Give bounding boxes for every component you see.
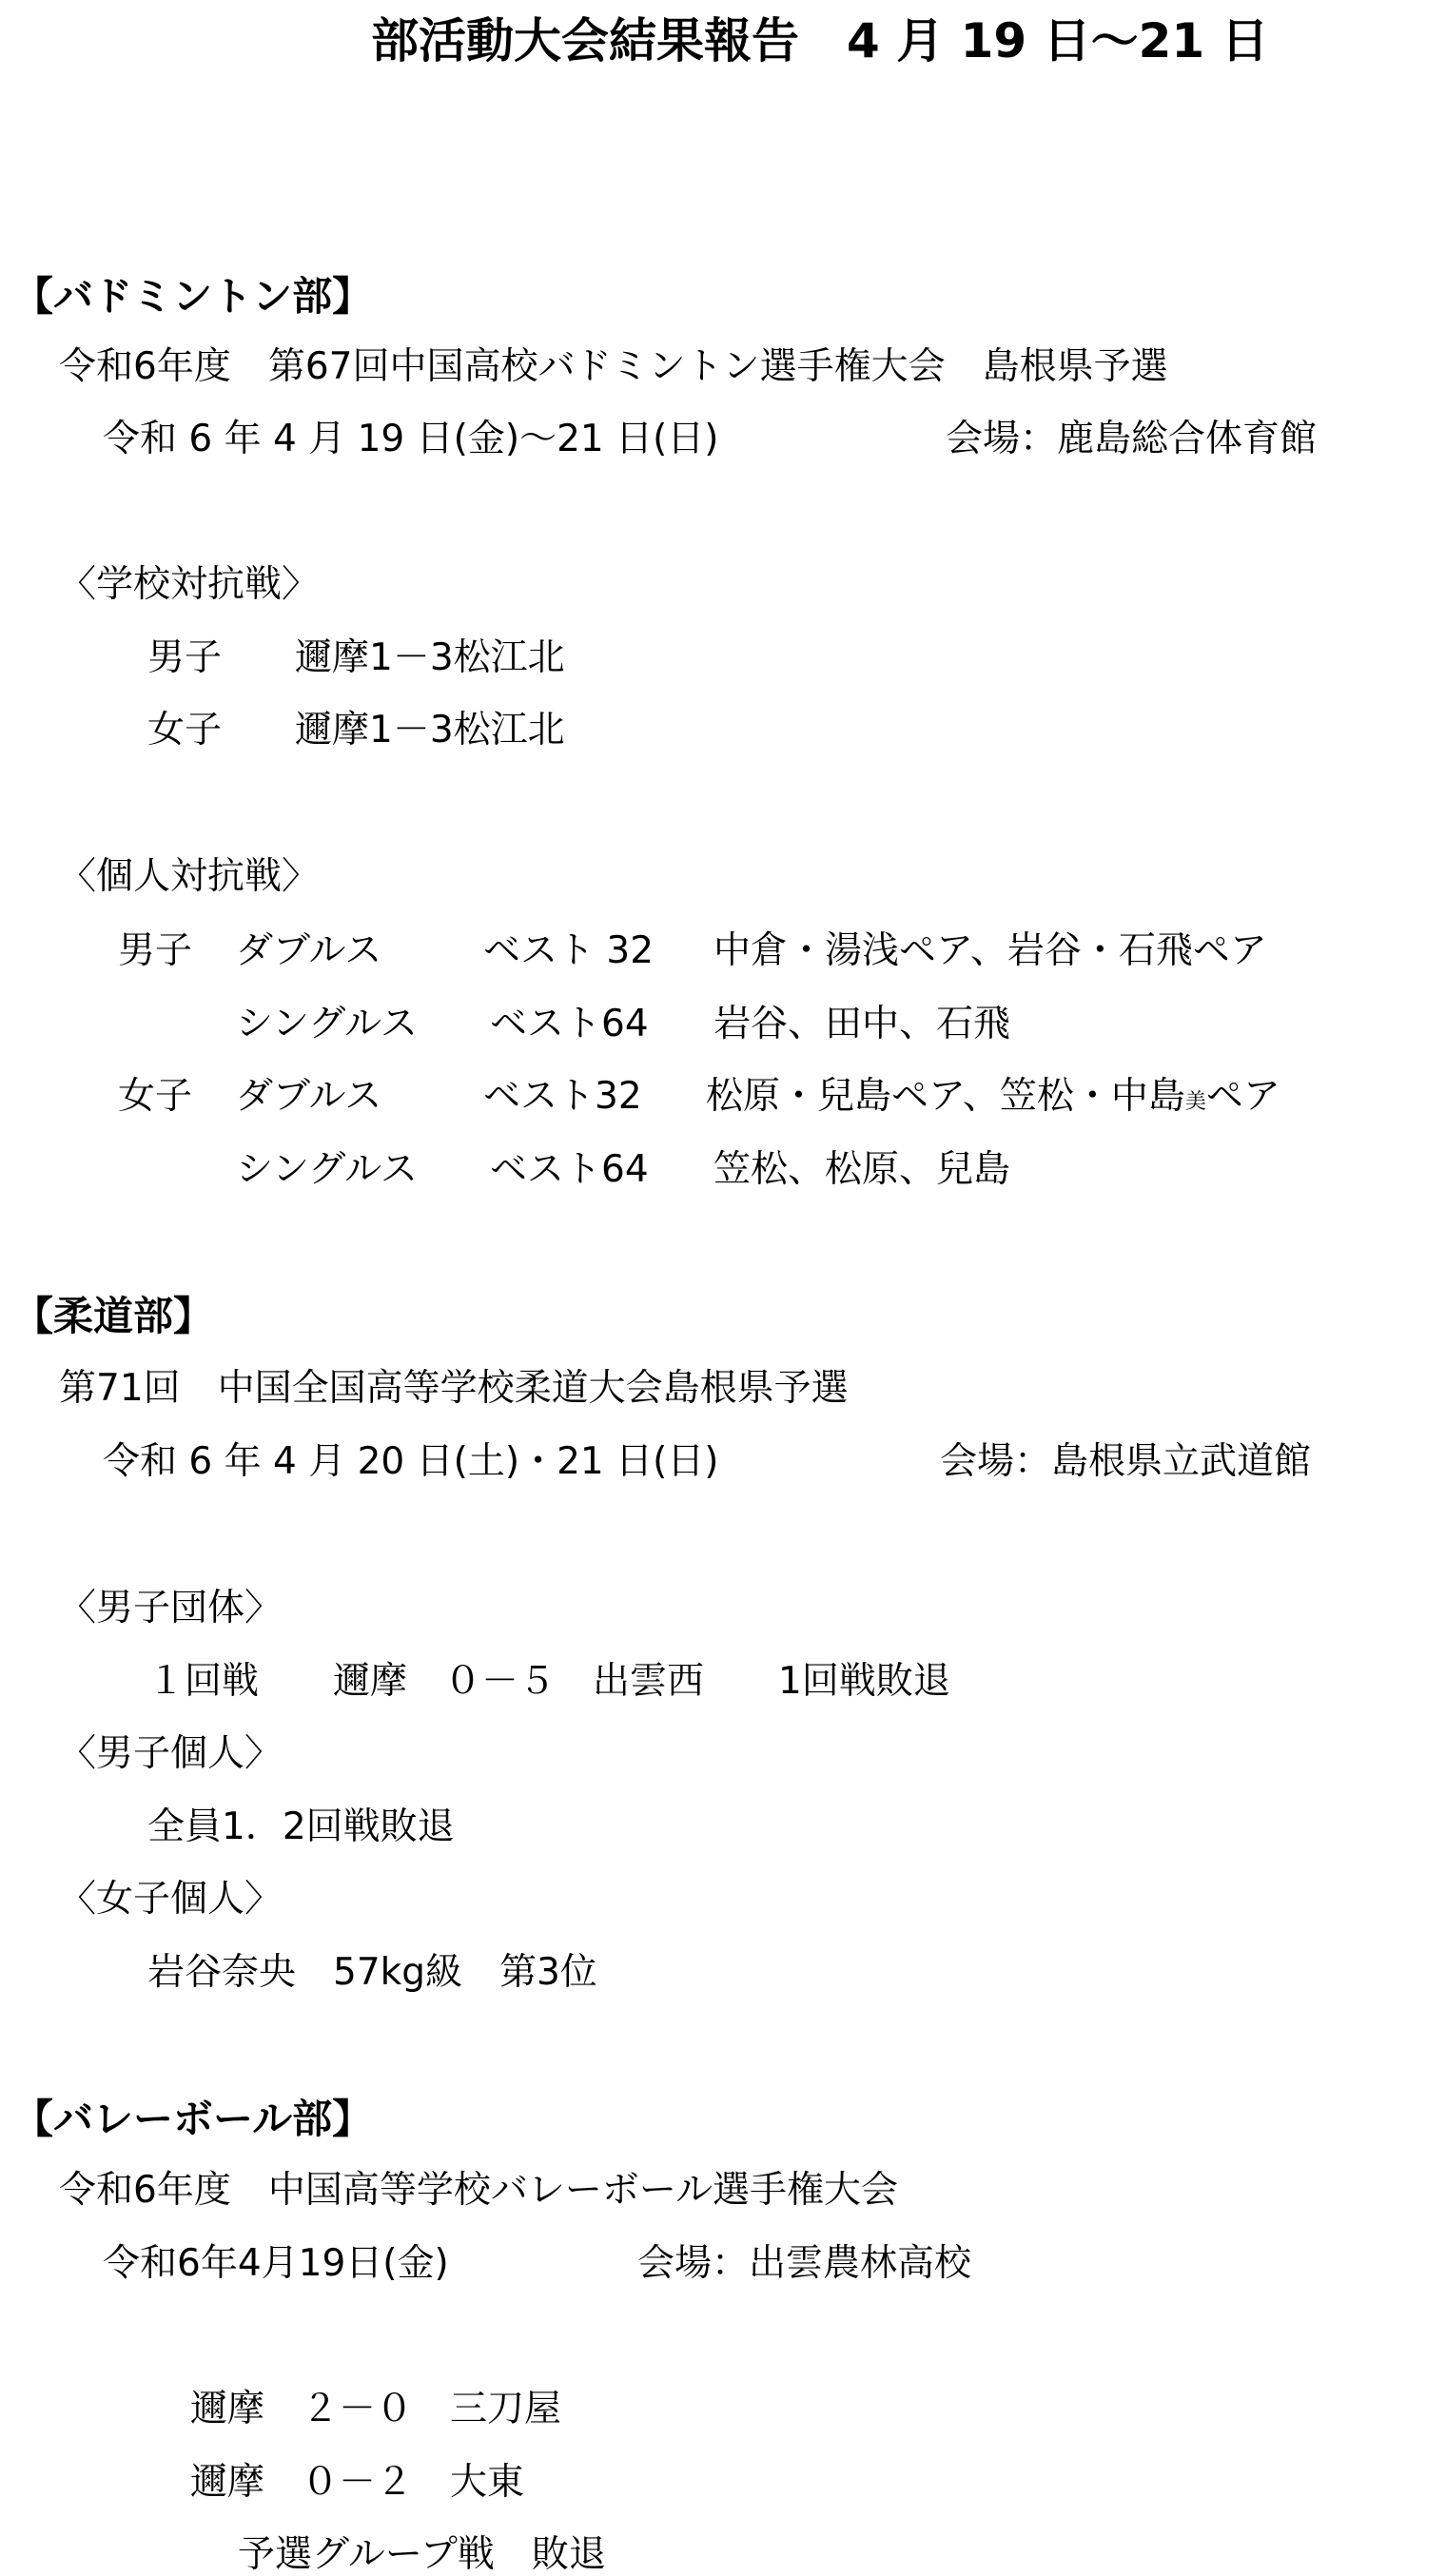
badminton-school-girls-result: 邇摩1－3松江北 [295,709,565,751]
volleyball-heading: 【バレーボール部】 [13,2096,373,2142]
badminton-ind-row2-rank: ベスト64 [490,1003,649,1045]
badminton-school-girls-division: 女子 [147,709,223,751]
badminton-school-boys-result: 邇摩1－3松江北 [295,636,565,679]
badminton-ind-row3-players-main: 松原・兒島ペア、笠松・中島 [706,1075,1185,1118]
volleyball-match-1: 邇摩 ２－０ 三刀屋 [190,2388,562,2430]
badminton-ind-row3-event: ダブルス [236,1075,382,1118]
badminton-ind-row1-rank: ベスト 32 [483,929,655,972]
badminton-ind-row4-event: シングルス [236,1148,418,1191]
judo-girls-individual-heading: 〈女子個人〉 [59,1878,283,1921]
badminton-ind-row1-division: 男子 [118,929,193,972]
judo-team-heading: 〈男子団体〉 [59,1587,283,1630]
judo-boys-individual-heading: 〈男子個人〉 [59,1732,283,1775]
badminton-venue: 会場：鹿島総合体育館 [946,418,1318,460]
badminton-school-heading: 〈学校対抗戦〉 [59,563,320,606]
badminton-ind-row3-rank: ベスト32 [483,1075,642,1118]
badminton-ind-row3-players-sub: 美 [1184,1090,1206,1114]
judo-heading: 【柔道部】 [13,1293,214,1339]
judo-girls-individual-result: 岩谷奈央 57kg級 第3位 [147,1951,597,1994]
page-title: 部活動大会結果報告 4 月 19 日～21 日 [371,13,1269,68]
badminton-ind-row4-rank: ベスト64 [490,1148,649,1191]
badminton-individual-heading: 〈個人対抗戦〉 [59,855,320,898]
badminton-ind-row1-event: ダブルス [236,929,382,972]
badminton-school-boys-division: 男子 [147,636,223,679]
volleyball-tournament: 令和6年度 中国高等学校バレーボール選手権大会 [59,2169,899,2212]
badminton-tournament: 令和6年度 第67回中国高校バドミントン選手権大会 島根県予選 [59,345,1168,388]
badminton-ind-row4-players: 笠松、松原、兒島 [713,1148,1011,1191]
badminton-heading: 【バドミントン部】 [13,273,373,320]
badminton-ind-row2-event: シングルス [236,1003,418,1045]
volleyball-venue: 会場：出雲農林高校 [637,2242,972,2285]
judo-boys-individual-result: 全員1．2回戦敗退 [147,1805,455,1848]
badminton-ind-row3-players-tail: ペア [1205,1075,1280,1118]
volleyball-result: 予選グループ戦 敗退 [238,2533,606,2576]
judo-team-result: １回戦 邇摩 ０－５ 出雲西 1回戦敗退 [147,1660,950,1703]
badminton-dates: 令和 6 年 4 月 19 日(金)～21 日(日) [103,418,719,460]
judo-dates: 令和 6 年 4 月 20 日(土)・21 日(日) [103,1440,719,1483]
badminton-ind-row2-players: 岩谷、田中、石飛 [713,1003,1011,1045]
judo-venue: 会場：島根県立武道館 [940,1440,1312,1483]
badminton-ind-row1-players: 中倉・湯浅ペア、岩谷・石飛ペア [713,929,1267,972]
volleyball-match-2: 邇摩 ０－２ 大東 [190,2461,525,2504]
volleyball-dates: 令和6年4月19日(金) [103,2242,449,2285]
judo-tournament: 第71回 中国全国高等学校柔道大会島根県予選 [59,1367,849,1410]
badminton-ind-row3-players [706,1075,1280,1118]
badminton-ind-row3-division: 女子 [118,1075,193,1118]
